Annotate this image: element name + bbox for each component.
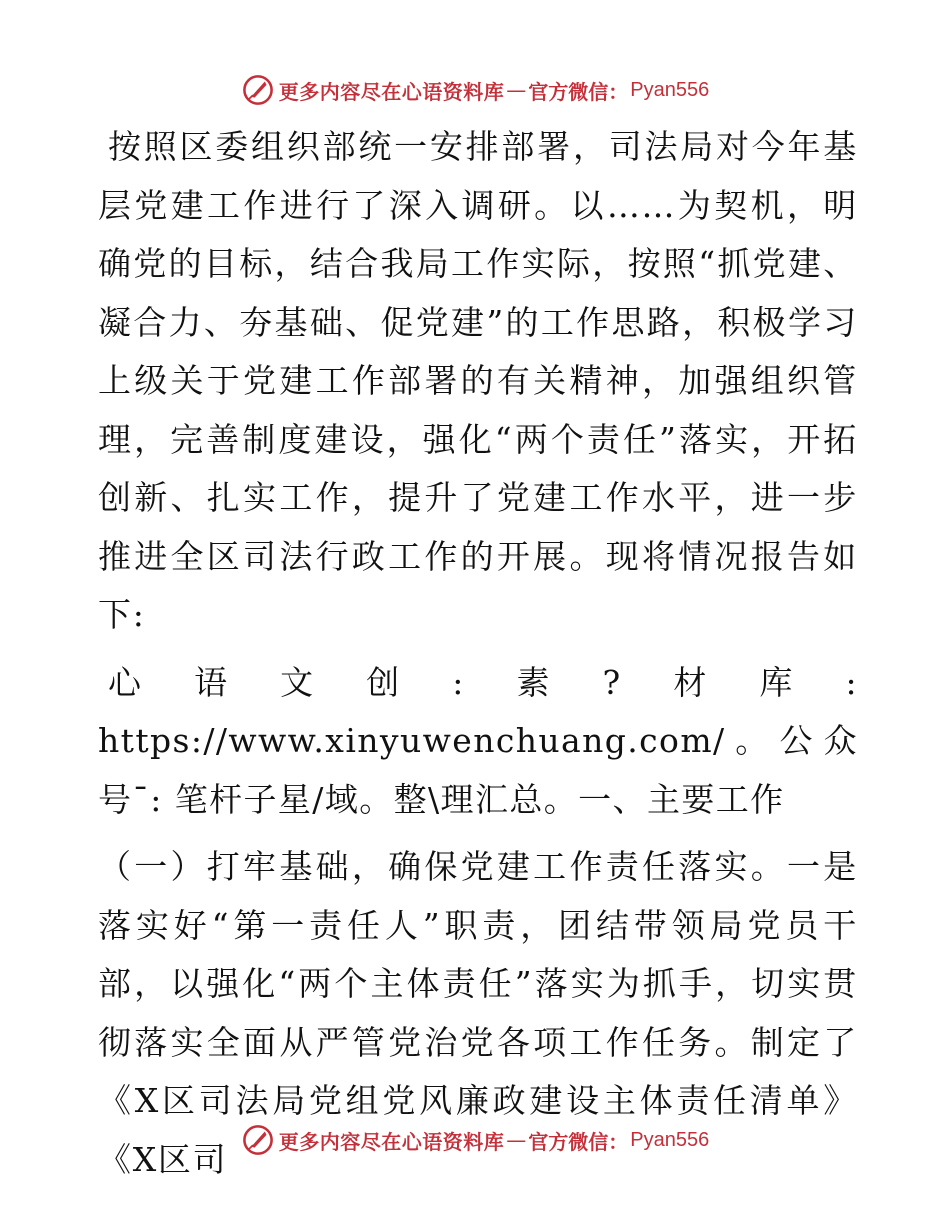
footer-banner-dash: — [506,1128,527,1152]
footer-banner-id: Pyan556 [630,1128,710,1151]
header-banner [0,70,950,110]
header-banner-dash: — [506,78,527,102]
section-1-paragraph: （一）打牢基础，确保党建工作责任落实。一是落实好“第一责任人”职责，团结带领局党员干部，以强化“两个主体责任”落实为抓手，切实贯彻落实全面从严管党治党各项工作任务。制定了《X区司法局党组党风廉政建设主体责任清单》《X区司 [98,847,858,1179]
footer-banner-label: 官方微信： [528,1129,629,1154]
quill-logo-icon [241,73,275,107]
footer-banner [0,1120,950,1160]
header-banner-text: 更多内容尽在心语资料库 [278,79,505,104]
document-body [98,118,858,1198]
header-banner-id: Pyan556 [630,78,710,101]
footer-banner-text: 更多内容尽在心语资料库 [278,1129,505,1154]
header-banner-label: 官方微信： [528,79,629,104]
quill-logo-icon [241,1123,275,1157]
reference-paragraph: 心语文创:素?材库: https://www.xinyuwenchuang.com/。公众号¯: 笔杆子星/域。整\理汇总。一、主要工作 [98,662,858,819]
intro-paragraph: 按照区委组织部统一安排部署，司法局对今年基层党建工作进行了深入调研。以……为契机，明确党的目标，结合我局工作实际，按照“抓党建、凝合力、夯基础、促党建”的工作思路，积极学习上级关于党建工作部署的有关精神，加强组织管理，完善制度建设，强化“两个责任”落实，开拓创新、扎实工作，提升了党建工作水平，进一步推进全区司法行政工作的开展。现将情况报告如下: [98,127,858,634]
